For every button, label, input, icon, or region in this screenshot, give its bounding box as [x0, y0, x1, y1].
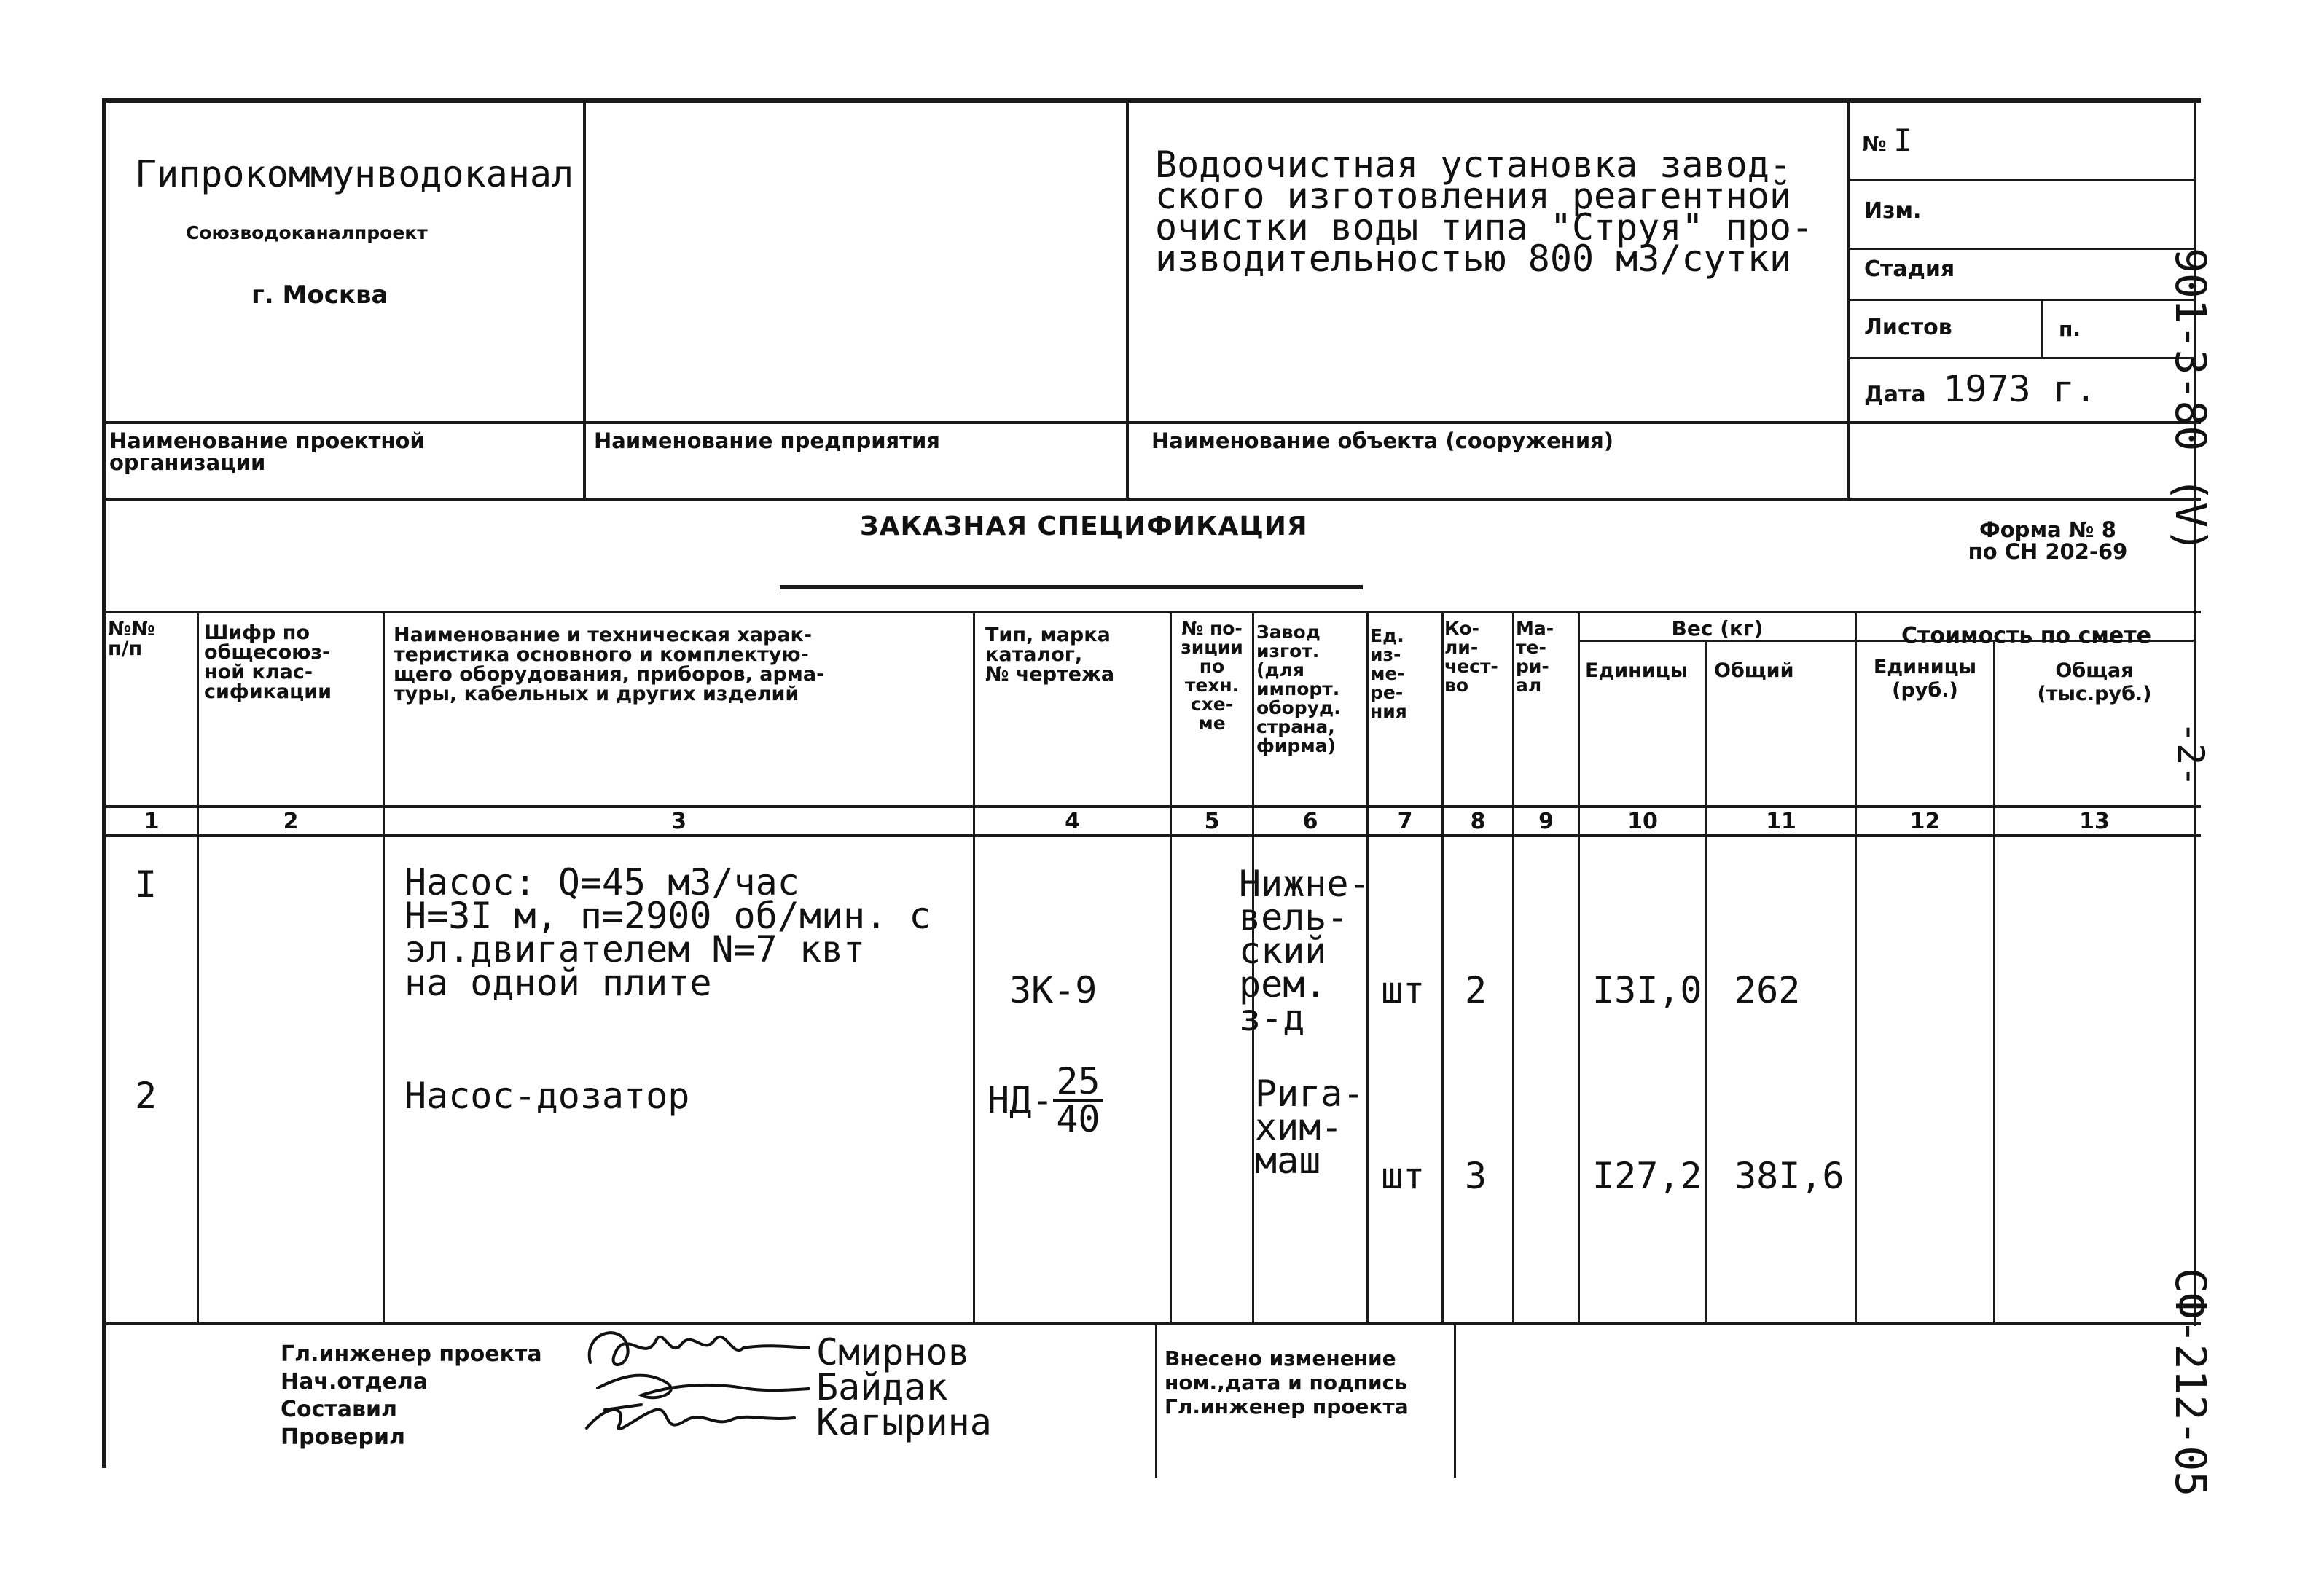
row-qty: 3 — [1465, 1155, 1487, 1197]
side-mark-bottom: СФ-212-05 — [2166, 1268, 2215, 1497]
sheets-value: п. — [2059, 317, 2081, 341]
col-header-3: Наименование и техническая харак- теристика основного и комплектую- щего оборудования, приборов, арма- туры, кабельных и других изделий — [394, 624, 825, 705]
col-header-11: Общий — [1714, 659, 1794, 682]
col-num-13: 13 — [2079, 809, 2110, 834]
side-mark-middle: -2- — [2170, 721, 2212, 788]
row-number: 2 — [135, 1075, 157, 1117]
col-num-6: 6 — [1302, 809, 1318, 834]
signature-names: Смирнов Байдак Кагырина — [816, 1331, 992, 1443]
col-header-4: Тип, марка каталог, № чертежа — [985, 624, 1115, 686]
date — [1864, 368, 2097, 410]
signature-roles: Гл.инженер проекта Нач.отдела Составил Проверил — [281, 1341, 542, 1450]
label-enterprise: Наименование предприятия — [594, 428, 940, 453]
cost-group-header: Стоимость по смете — [1901, 623, 2151, 648]
row-weight-total: 38I,6 — [1734, 1155, 1844, 1197]
col-num-12: 12 — [1909, 809, 1941, 834]
row-plant: Нижне- вель- ский рем. з-д — [1239, 863, 1371, 1039]
col-header-9: Ма- те- ри- ал — [1516, 618, 1554, 696]
col-num-9: 9 — [1538, 809, 1554, 834]
handwritten-signatures — [576, 1319, 816, 1446]
col-num-3: 3 — [671, 809, 686, 834]
date-value: 1973 г. — [1943, 368, 2097, 410]
organization-subtitle: Союзводоканалпроект — [186, 222, 428, 243]
izm-label: Изм. — [1864, 198, 1922, 224]
row-weight-unit: I27,2 — [1592, 1155, 1702, 1197]
col-header-2: Шифр по общесоюз- ной клас- сификации — [204, 621, 332, 703]
row-type-prefix: НД- — [987, 1079, 1054, 1121]
label-object: Наименование объекта (сооружения) — [1151, 428, 1614, 453]
col-num-1: 1 — [144, 809, 160, 834]
spec-title: ЗАКАЗНАЯ СПЕЦИФИКАЦИЯ — [860, 511, 1308, 541]
col-num-8: 8 — [1470, 809, 1486, 834]
sheet-number-value: I — [1893, 122, 1912, 158]
row-type-numerator: 25 — [1053, 1064, 1103, 1102]
col-header-13: Общая (тыс.руб.) — [2037, 659, 2152, 705]
row-unit: шт — [1381, 1155, 1425, 1197]
col-num-4: 4 — [1065, 809, 1080, 834]
row-unit: шт — [1381, 969, 1425, 1011]
row-type-denominator: 40 — [1056, 1098, 1100, 1140]
date-label: Дата — [1864, 382, 1926, 407]
sheets-label: Листов — [1864, 315, 1952, 340]
sheet-number-label: № — [1862, 132, 1887, 156]
row-name: Насос: Q=45 м3/час H=3I м, п=2900 об/мин. с эл.двигателем N=7 квт на одной плите — [404, 861, 931, 1004]
col-header-8: Ко- ли- чест- во — [1444, 618, 1498, 696]
col-num-11: 11 — [1766, 809, 1796, 834]
col-header-6: Завод изгот. (для импорт. оборуд. страна, фирма) — [1256, 621, 1341, 756]
city: г. Москва — [251, 281, 388, 310]
object-description: Водоочистная установка завод- ского изготовления реагентной очистки воды типа "Струя" про- изводительностью 800 м3/сутки — [1155, 144, 1814, 280]
changes-note: Внесено изменение ном.,дата и подпись Гл.инженер проекта — [1165, 1346, 1409, 1419]
row-name: Насос-дозатор — [404, 1075, 690, 1117]
label-project-organization: Наименование проектной организации — [109, 428, 425, 475]
col-num-5: 5 — [1204, 809, 1220, 834]
col-header-10: Единицы — [1585, 659, 1689, 682]
col-num-7: 7 — [1397, 809, 1413, 834]
form-number: Форма № 8 по СН 202-69 — [1968, 517, 2128, 564]
weight-group-header: Вес (кг) — [1671, 616, 1764, 640]
stage-label: Стадия — [1864, 256, 1955, 282]
row-number: I — [135, 863, 157, 906]
col-header-1: №№ п/п — [108, 618, 155, 660]
row-weight-total: 262 — [1734, 969, 1801, 1011]
col-num-10: 10 — [1627, 809, 1658, 834]
col-num-2: 2 — [283, 809, 299, 834]
row-qty: 2 — [1465, 969, 1487, 1011]
col-header-5: № по- зиции по техн. схе- ме — [1181, 618, 1243, 734]
organization-name: Гипрокоммунводоканал — [135, 153, 574, 195]
row-type: 3К-9 — [1009, 969, 1098, 1011]
row-weight-unit: I3I,0 — [1592, 969, 1702, 1011]
col-header-12: Единицы (руб.) — [1873, 656, 1977, 702]
row-type — [987, 1060, 1103, 1140]
row-plant: Рига- хим- маш — [1255, 1073, 1365, 1182]
sheet-number — [1862, 122, 1912, 158]
col-header-7: Ед. из- ме- ре- ния — [1370, 625, 1407, 722]
side-mark-top: 901-3-80 (V) — [2166, 248, 2215, 554]
